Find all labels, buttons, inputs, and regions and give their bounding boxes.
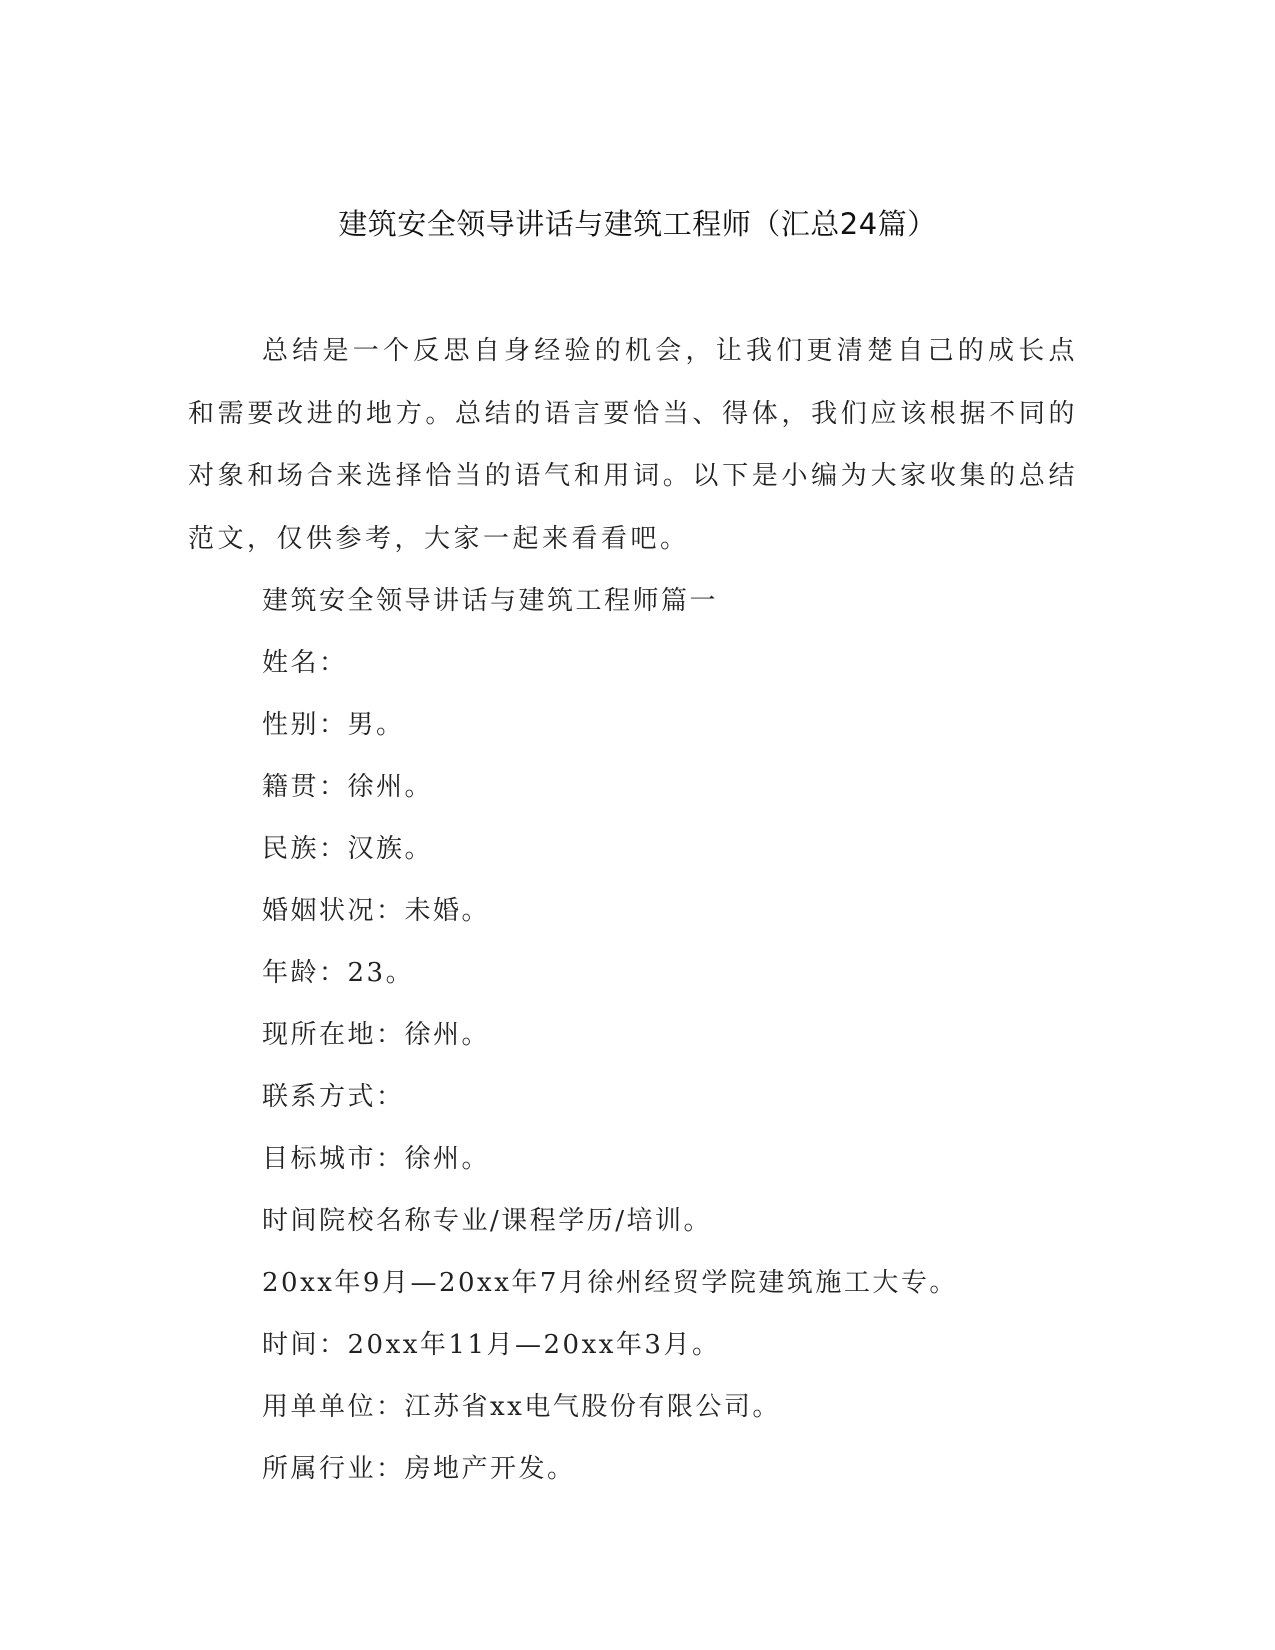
field-age: 年龄：23。 [262, 958, 415, 988]
work-industry: 所属行业：房地产开发。 [262, 1454, 576, 1484]
field-ethnicity: 民族：汉族。 [262, 834, 434, 864]
field-contact: 联系方式： [262, 1082, 405, 1112]
field-target-city: 目标城市：徐州。 [262, 1144, 491, 1174]
field-gender: 性别：男。 [262, 710, 405, 740]
field-marital-status: 婚姻状况：未婚。 [262, 896, 491, 926]
document-body [188, 320, 1078, 1500]
work-employer: 用单单位：江苏省xx电气股份有限公司。 [262, 1392, 781, 1422]
education-header: 时间院校名称专业/课程学历/培训。 [262, 1206, 713, 1236]
field-hometown: 籍贯：徐州。 [262, 772, 434, 802]
intro-paragraph: 总结是一个反思自身经验的机会，让我们更清楚自己的成长点和需要改进的地方。总结的语言要恰当、得体，我们应该根据不同的对象和场合来选择恰当的语气和用词。以下是小编为大家收集的总结范文，仅供参考，大家一起来看看吧。 [188, 336, 1078, 554]
field-name: 姓名： [262, 648, 348, 678]
section-heading: 建筑安全领导讲话与建筑工程师篇一 [262, 586, 719, 616]
document-title: 建筑安全领导讲话与建筑工程师（汇总24篇） [338, 207, 937, 241]
education-entry: 20xx年9月—20xx年7月徐州经贸学院建筑施工大专。 [262, 1268, 958, 1298]
field-current-location: 现所在地：徐州。 [262, 1020, 491, 1050]
work-period: 时间：20xx年11月—20xx年3月。 [262, 1330, 721, 1360]
